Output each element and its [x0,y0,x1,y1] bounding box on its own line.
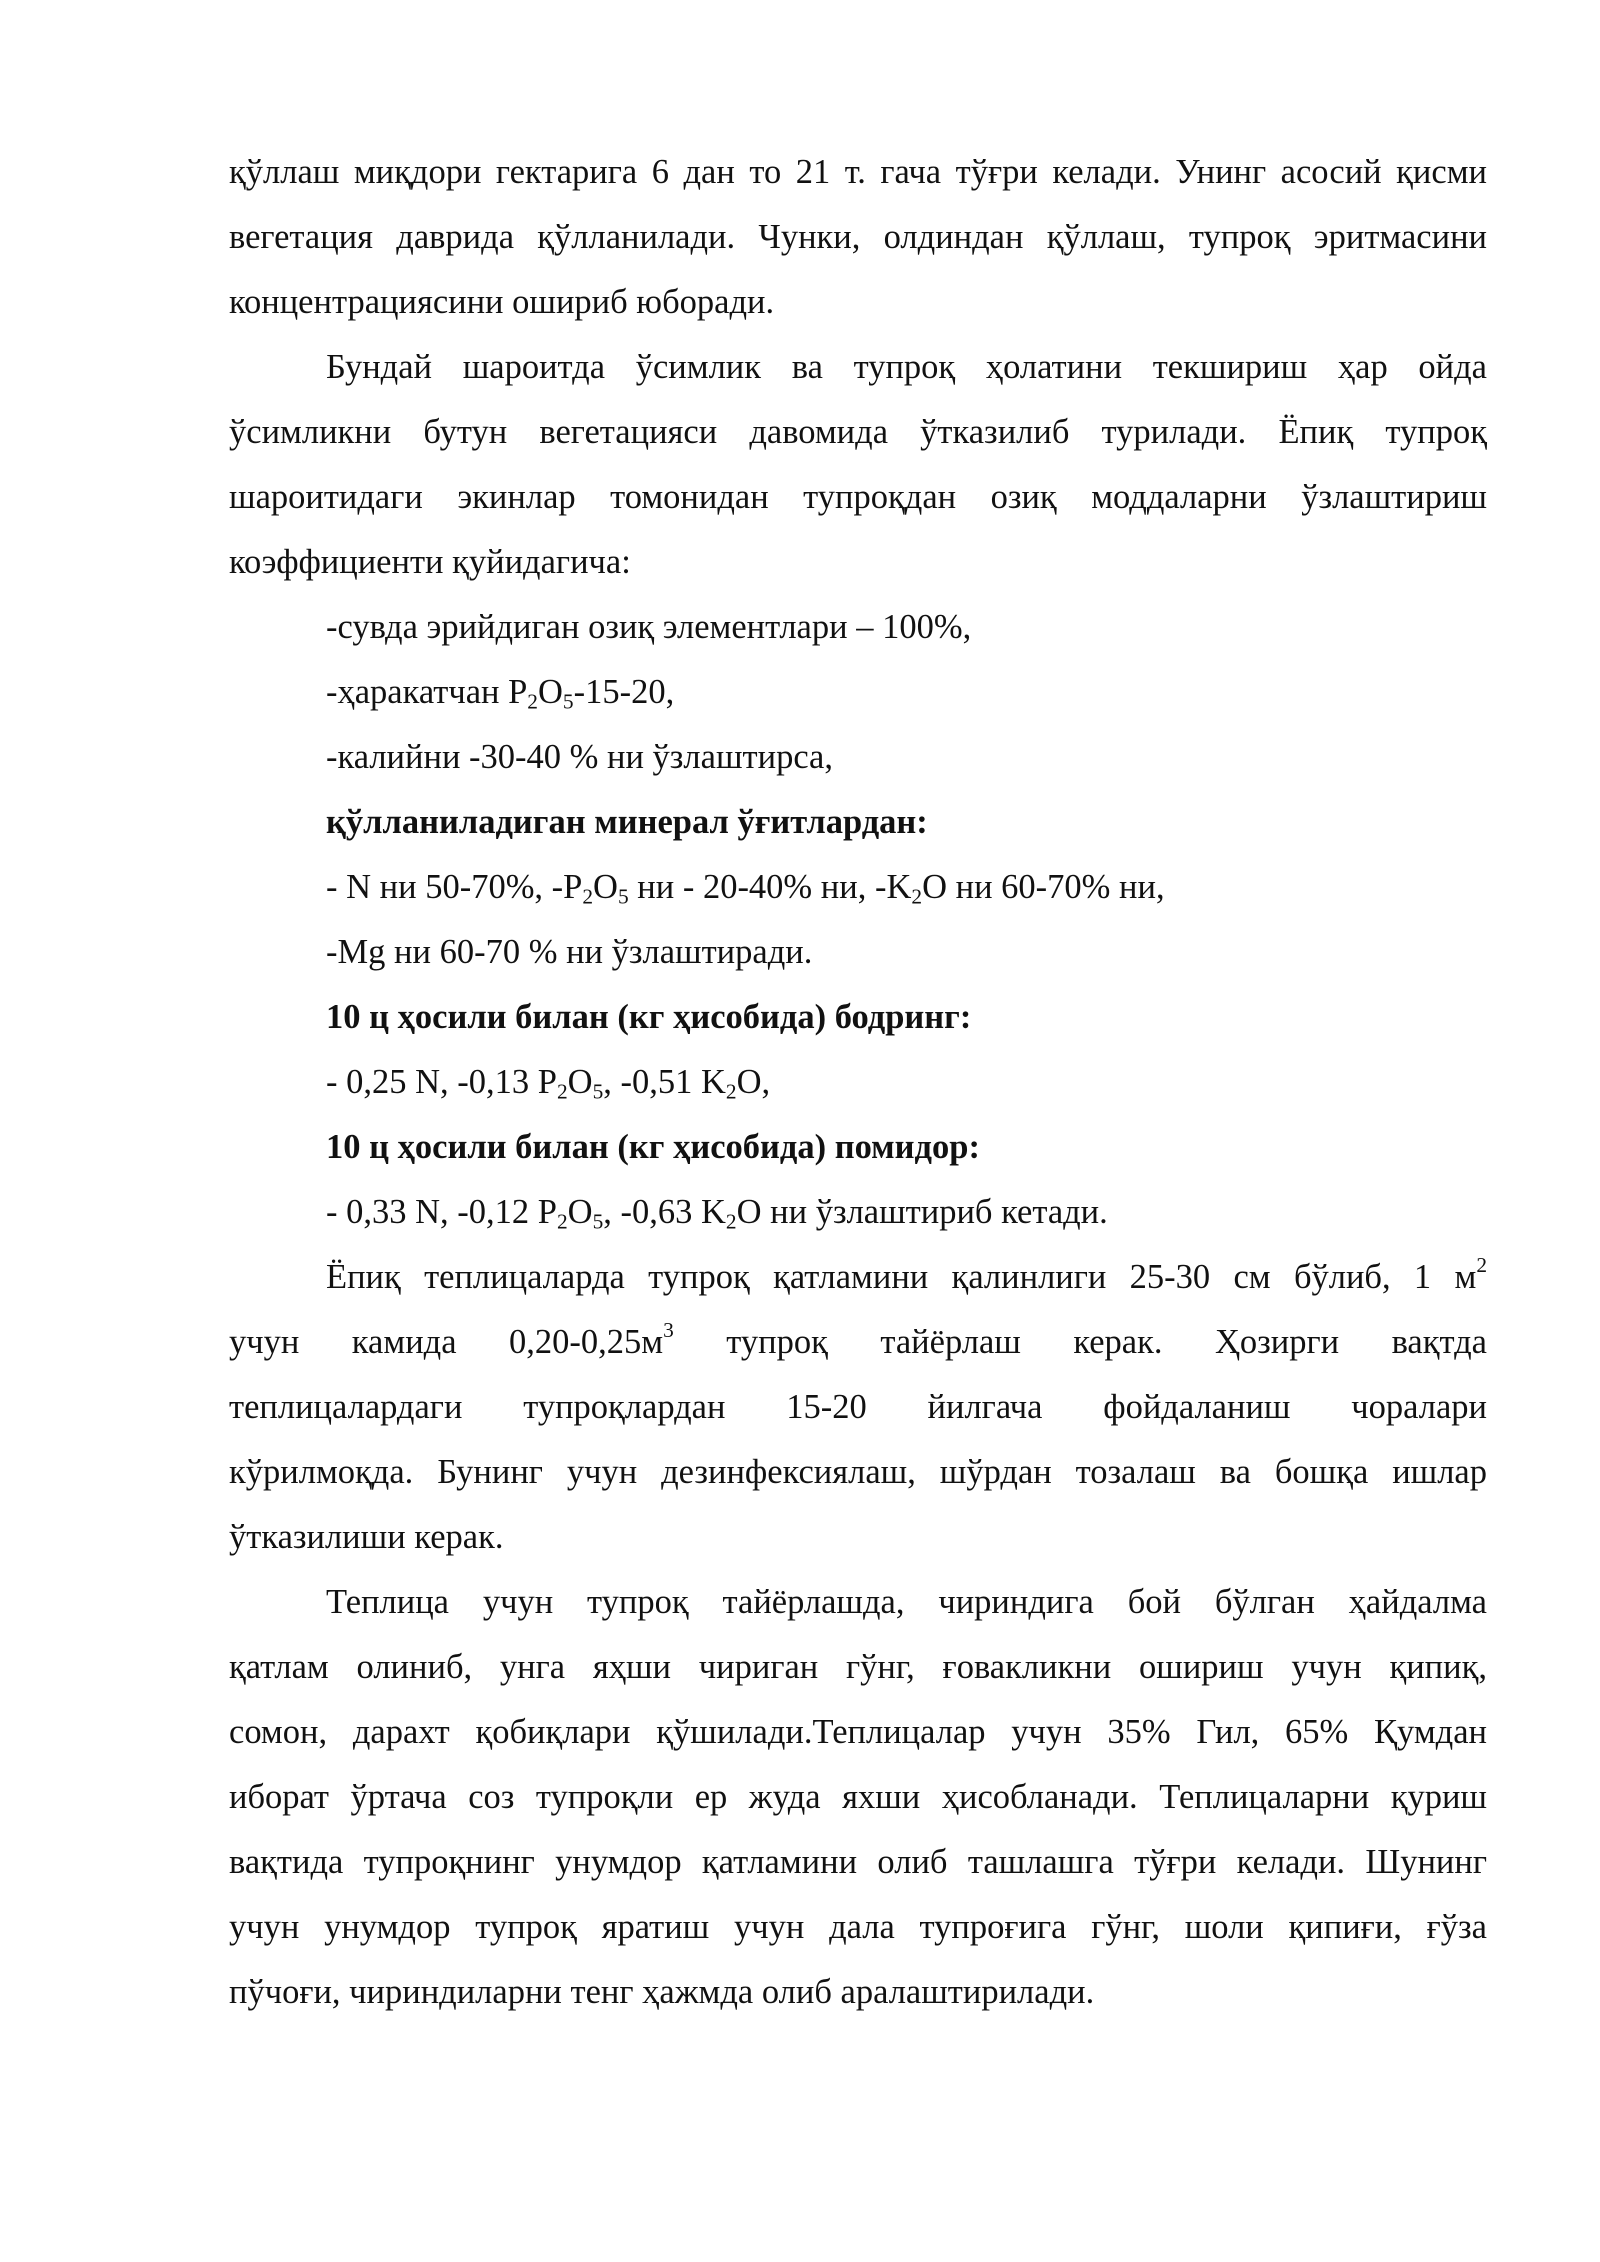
soil-list-item-1: -сувда эрийдиган озиқ элементлари – 100%, [326,608,972,646]
paragraph-4-line-6: учун унумдор тупроқ яратиш учун дала тупроғига гўнг, шоли қипиғи, ғўза [229,1908,1487,1946]
tomato-heading: 10 ц ҳосили билан (кг ҳисобида) помидор: [326,1128,980,1166]
mg-line: -Mg ни 60-70 % ни ўзлаштиради. [326,933,813,971]
minerals-heading: қўлланиладиган минерал ўғитлардан: [326,803,928,841]
paragraph-2-line-1: Бундай шароитда ўсимлик ва тупроқ ҳолатини текшириш ҳар ойда [326,348,1487,386]
paragraph-2-line-3: шароитидаги экинлар томонидан тупроқдан озиқ моддаларни ўзлаштириш [229,478,1487,516]
soil-list-item-2: -ҳаракатчан $P_2O_5-15-20$, [326,673,675,714]
cucumber-line: - 0,25 N, -0,13 $P_2O_5$, -0,51 $K_2O$, [326,1063,771,1104]
paragraph-1-line-3: концентрациясини ошириб юборади. [229,283,775,321]
paragraph-3-line-3: теплицалардаги тупроқлардан 15-20 йилгача фойдаланиш чоралари [229,1388,1487,1426]
paragraph-3-line-1: Ёпиқ теплицаларда тупроқ қатламини қалинлиги 25-30 см бўлиб, 1 $м^2$ [326,1252,1487,1296]
paragraph-4-line-3: сомон, дарахт қобиқлари қўшилади.Теплицалар учун 35% Гил, 65% Қумдан [229,1713,1487,1751]
minerals-line: - N ни 50-70%, $-P_2O_5$ ни - 20-40% ни, $-K_2O$ ни 60-70% ни, [326,868,1165,909]
paragraph-3-line-5: ўтказилиши керак. [229,1518,504,1556]
paragraph-4-line-7: пўчоғи, чириндиларни тенг ҳажмда олиб аралаштирилади. [229,1973,1095,2011]
soil-list-item-3: -калийни -30-40 % ни ўзлаштирса, [326,738,833,776]
paragraph-4-line-5: вақтида тупроқнинг унумдор қатламини олиб ташлашга тўғри келади. Шунинг [229,1843,1487,1881]
paragraph-2-line-4: коэффициенти қуйидагича: [229,543,631,581]
cucumber-heading: 10 ц ҳосили билан (кг ҳисобида) бодринг: [326,998,972,1036]
tomato-line: - 0,33 N, -0,12 $P_2O_5$, -0,63 $K_2O$ ни ўзлаштириб кетади. [326,1193,1108,1234]
paragraph-1-line-2: вегетация даврида қўлланилади. Чунки, олдиндан қўллаш, тупроқ эритмасини [229,218,1487,256]
paragraph-4-line-1: Теплица учун тупроқ тайёрлашда, чириндига бой бўлган ҳайдалма [326,1583,1487,1621]
paragraph-4-line-2: қатлам олиниб, унга яҳши чириган гўнг, ғовакликни ошириш учун қипиқ, [229,1648,1487,1686]
paragraph-1-line-1: қўллаш миқдори гектарига 6 дан то 21 т. гача тўғри келади. Унинг асосий қисми [229,153,1487,191]
paragraph-2-line-2: ўсимликни бутун вегетацияси давомида ўтказилиб турилади. Ёпиқ тупроқ [229,413,1487,451]
paragraph-3-line-2: учун камида $0,20-0,25м^3$ тупроқ тайёрлаш керак. Ҳозирги вақтда [229,1317,1487,1361]
paragraph-3-line-4: кўрилмоқда. Бунинг учун дезинфексиялаш, шўрдан тозалаш ва бошқа ишлар [229,1453,1487,1491]
paragraph-4-line-4: иборат ўртача соз тупроқли ер жуда яхши ҳисобланади. Теплицаларни қуриш [229,1778,1487,1816]
